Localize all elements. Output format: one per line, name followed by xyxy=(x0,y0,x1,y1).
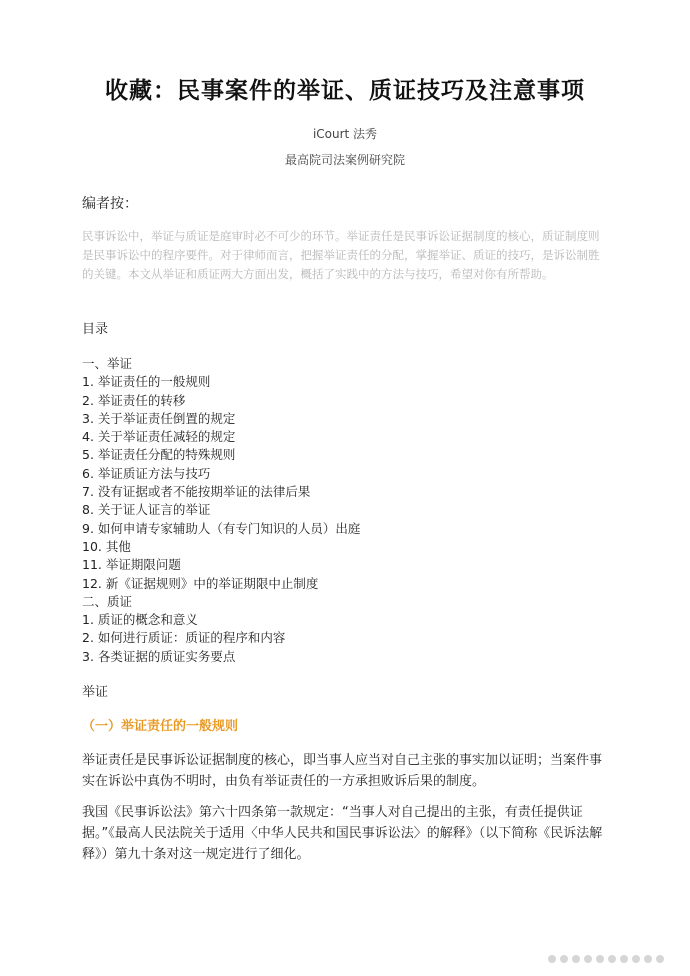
editor-note-text: 民事诉讼中，举证与质证是庭审时必不可少的环节。举证责任是民事诉讼证据制度的核心，质证制度则是民事诉讼中的程序要件。对于律师而言，把握举证责任的分配，掌握举证、质证的技巧，是诉讼制胜的关键。本文从举证和质证两大方面出发，概括了实践中的方法与技巧，希望对你有所帮助。 xyxy=(82,229,600,281)
toc-item: 10. 其他 xyxy=(82,538,131,554)
dot-icon xyxy=(572,955,580,963)
toc-item: 一、举证 xyxy=(82,356,133,371)
toc-item: 7. 没有证据或者不能按期举证的法律后果 xyxy=(82,484,311,500)
author-line: iCourt 法秀 xyxy=(312,127,378,141)
toc-item: 2. 如何进行质证：质证的程序和内容 xyxy=(82,630,286,646)
toc-item: 9. 如何申请专家辅助人（有专门知识的人员）出庭 xyxy=(82,520,361,536)
toc-item: 二、质证 xyxy=(82,593,133,609)
section-heading: 举证 xyxy=(82,685,109,700)
toc-item: 1. 举证责任的一般规则 xyxy=(82,374,211,390)
dot-icon xyxy=(644,955,652,963)
more-indicator xyxy=(548,955,664,963)
toc-item: 1. 质证的概念和意义 xyxy=(82,612,198,628)
toc-item: 3. 关于举证责任倒置的规定 xyxy=(82,410,236,426)
dot-icon xyxy=(548,955,556,963)
toc-item: 4. 关于举证责任减轻的规定 xyxy=(82,429,236,445)
toc-item: 2. 举证责任的转移 xyxy=(82,392,186,408)
dot-icon xyxy=(584,955,592,963)
body-paragraph: 举证责任是民事诉讼证据制度的核心，即当事人应当对自己主张的事实加以证明；当案件事实在诉讼中真伪不明时，由负有举证责任的一方承担败诉后果的制度。 xyxy=(82,753,603,789)
dot-icon xyxy=(608,955,616,963)
editor-note-heading: 编者按： xyxy=(82,196,138,212)
toc-item: 6. 举证质证方法与技巧 xyxy=(82,465,211,481)
toc-heading: 目录 xyxy=(82,322,109,337)
sub-heading: （一）举证责任的一般规则 xyxy=(82,719,239,734)
organization-line: 最高院司法案例研究院 xyxy=(284,153,405,167)
toc-item: 11. 举证期限问题 xyxy=(82,557,181,573)
toc-item: 5. 举证责任分配的特殊规则 xyxy=(82,447,236,463)
dot-icon xyxy=(620,955,628,963)
document-title: 收藏：民事案件的举证、质证技巧及注意事项 xyxy=(105,78,585,104)
toc-item: 12. 新《证据规则》中的举证期限中止制度 xyxy=(82,575,319,591)
dot-icon xyxy=(560,955,568,963)
dot-icon xyxy=(656,955,664,963)
table-of-contents xyxy=(82,355,360,666)
dot-icon xyxy=(632,955,640,963)
body-paragraph: 我国《民事诉讼法》第六十四条第一款规定：“当事人对自己提出的主张，有责任提供证据。”《最高人民法院关于适用〈中华人民共和国民事诉讼法〉的解释》（以下简称《民诉法解释》）第九十条对这一规定进行了细化。 xyxy=(82,805,603,862)
dot-icon xyxy=(596,955,604,963)
toc-item: 8. 关于证人证言的举证 xyxy=(82,502,211,518)
toc-item: 3. 各类证据的质证实务要点 xyxy=(82,648,236,664)
